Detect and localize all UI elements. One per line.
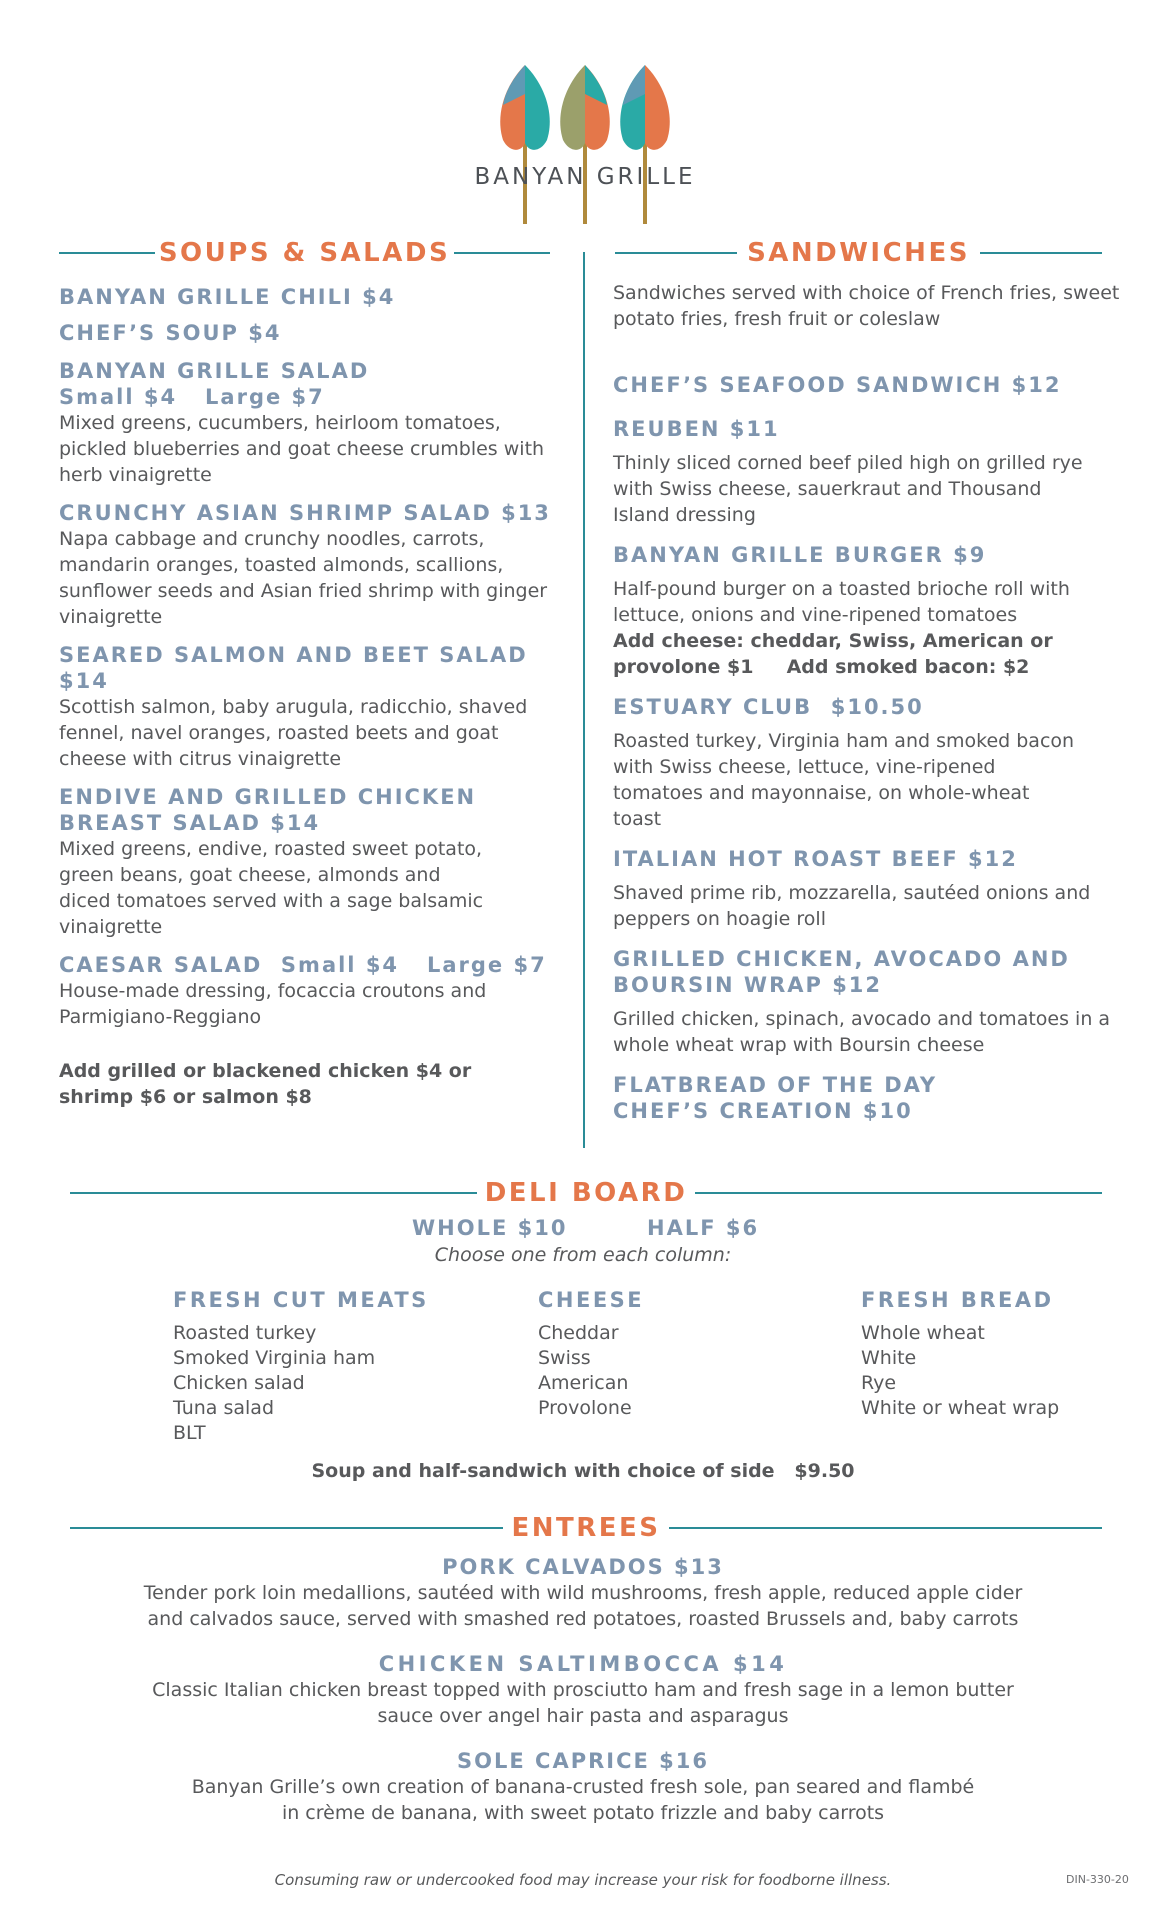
deli-half-price: HALF $6 [647,1216,760,1240]
deli-column-meats [173,1287,429,1446]
menu-item-title: BANYAN GRILLE SALAD [59,359,370,383]
menu-item-description: Roasted turkey, Virginia ham and smoked bacon with Swiss cheese, lettuce, vine-ripened tomatoes and mayonnaise, on whole-wheat toast [613,730,1075,830]
entree-title: PORK CALVADOS $13 [442,1555,724,1579]
entree-title: SOLE CAPRICE $16 [457,1749,709,1773]
menu-item-title: CAESAR SALAD Small $4 Large $7 [59,953,547,977]
menu-item-title: BANYAN GRILLE CHILI $4 [59,285,396,309]
deli-option: Whole wheat [861,1322,985,1344]
deli-column-head: FRESH BREAD [861,1288,1054,1312]
menu-item-title: SEARED SALMON AND BEET SALAD $14 [59,643,528,693]
deli-option: Smoked Virginia ham [173,1347,376,1369]
menu-item-title: CHEF’S SOUP $4 [59,321,282,345]
deli-column-bread [861,1287,1059,1421]
menu-item [613,694,1133,832]
menu-item [59,952,569,1030]
menu-item [613,416,1133,528]
deli-option: Tuna salad [173,1397,275,1419]
soups-salads-header [59,238,550,268]
entree-description-line: Classic Italian chicken breast topped with prosciutto ham and fresh sage in a lemon butter [152,1679,1014,1701]
menu-item-title: REUBEN $11 [613,417,780,441]
burger-addon-note: Add cheese: cheddar, Swiss, American or provolone $1 Add smoked bacon: $2 [613,630,1060,678]
deli-option: White or wheat wrap [861,1397,1060,1419]
header-rule [454,252,550,254]
food-safety-disclaimer: Consuming raw or undercooked food may increase your risk for foodborne illness. [274,1871,892,1889]
menu-item-title: ESTUARY CLUB $10.50 [613,695,924,719]
entree-item [60,1554,1106,1632]
entree-title: CHICKEN SALTIMBOCCA $14 [378,1652,788,1676]
sandwiches-column [613,280,1133,1124]
menu-item [613,542,1133,680]
menu-item-title: ENDIVE AND GRILLED CHICKEN BREAST SALAD $14 [59,785,477,835]
deli-option: Provolone [538,1397,632,1419]
menu-item-description: Grilled chicken, spinach, avocado and tomatoes in a whole wheat wrap with Boursin cheese [613,1008,1111,1056]
header-rule [70,1192,477,1194]
menu-item-title: ITALIAN HOT ROAST BEEF $12 [613,847,1018,871]
menu-item [59,642,569,772]
deli-board-header [70,1178,1102,1208]
deli-option: Rye [861,1372,897,1394]
deli-option: Swiss [538,1347,591,1369]
menu-item [59,358,569,488]
menu-item-title: CHEF’S SEAFOOD SANDWICH $12 [613,373,1062,397]
menu-item-description: Scottish salmon, baby arugula, radicchio, shaved fennel, navel oranges, roasted beets and goat cheese with citrus vinaigrette [59,696,528,770]
header-rule [695,1192,1102,1194]
banyan-grille-logo [480,60,690,235]
entree-description-line: Tender pork loin medallions, sautéed with wild mushrooms, fresh apple, reduced apple cider [143,1582,1023,1604]
deli-board-title: DELI BOARD [484,1178,688,1208]
deli-column-cheese [538,1287,644,1421]
menu-item-description: Thinly sliced corned beef piled high on grilled rye with Swiss cheese, sauerkraut and Thousand Island dressing [613,452,1083,526]
menu-item-title: GRILLED CHICKEN, AVOCADO AND BOURSIN WRAP $12 [613,947,1070,997]
entree-description-line: Banyan Grille’s own creation of banana-crusted fresh sole, pan seared and flambé [191,1776,975,1798]
entree-description-line: and calvados sauce, served with smashed red potatoes, roasted Brussels and, baby carrots [147,1608,1019,1630]
sandwiches-intro: Sandwiches served with choice of French fries, sweet potato fries, fresh fruit or coleslaw [613,282,1120,330]
deli-whole-price: WHOLE $10 [412,1216,568,1240]
menu-item [59,500,569,630]
header-rule [70,1527,503,1529]
entrees-header [70,1513,1102,1543]
deli-option: Roasted turkey [173,1322,317,1344]
soups-salads-title: SOUPS & SALADS [158,238,451,268]
deli-option: White [861,1347,917,1369]
menu-item [59,784,569,940]
menu-item-description: Napa cabbage and crunchy noodles, carrots, mandarin oranges, toasted almonds, scallions, sunflower seeds and Asian fried shrimp with ginger vinaigrette [59,528,548,628]
menu-item-title: FLATBREAD OF THE DAY CHEF’S CREATION $10 [613,1073,938,1123]
entree-description-line: sauce over angel hair pasta and asparagus [377,1705,789,1727]
menu-item [613,946,1133,1058]
menu-item-title: BANYAN GRILLE BURGER $9 [613,543,987,567]
deli-column-head: FRESH CUT MEATS [173,1288,429,1312]
menu-item-description: Mixed greens, cucumbers, heirloom tomatoes, pickled blueberries and goat cheese crumbles with herb vinaigrette [59,412,545,486]
soups-salads-column [59,284,569,1110]
menu-item-description: Half-pound burger on a toasted brioche roll with lettuce, onions and vine-ripened tomatoes [613,578,1070,626]
menu-item-price: Small $4 Large $7 [59,385,325,409]
deli-option: Cheddar [538,1322,619,1344]
soup-half-sandwich-combo: Soup and half-sandwich with choice of side $9.50 [311,1460,855,1482]
deli-option: American [538,1372,629,1394]
header-rule [59,252,155,254]
entrees-title: ENTREES [511,1513,661,1543]
deli-column-head: CHEESE [538,1288,645,1312]
deli-option: BLT [173,1422,206,1444]
sandwiches-title: SANDWICHES [747,238,970,268]
menu-item-title: CRUNCHY ASIAN SHRIMP SALAD $13 [59,501,551,525]
document-code: DIN-330-20 [1066,1873,1129,1886]
deli-instruction: Choose one from each column: [434,1244,732,1266]
entree-item [60,1651,1106,1729]
entree-item [60,1748,1106,1826]
brand-name: BANYAN GRILLE [474,164,696,190]
deli-option: Chicken salad [173,1372,305,1394]
salad-addon-note: Add grilled or blackened chicken $4 or shrimp $6 or salmon $8 [59,1060,472,1108]
header-rule [615,252,737,254]
menu-item [613,846,1133,932]
header-rule [669,1527,1102,1529]
menu-item-description: Shaved prime rib, mozzarella, sautéed onions and peppers on hoagie roll [613,882,1091,930]
sandwiches-header [615,238,1102,268]
menu-item-description: Mixed greens, endive, roasted sweet potato, green beans, goat cheese, almonds and diced tomatoes served with a sage balsamic vinaigrette [59,838,484,938]
entree-description-line: in crème de banana, with sweet potato frizzle and baby carrots [281,1802,885,1824]
header-rule [980,252,1102,254]
column-divider [583,252,585,1148]
menu-item-description: House-made dressing, focaccia croutons and Parmigiano-Reggiano [59,980,487,1028]
